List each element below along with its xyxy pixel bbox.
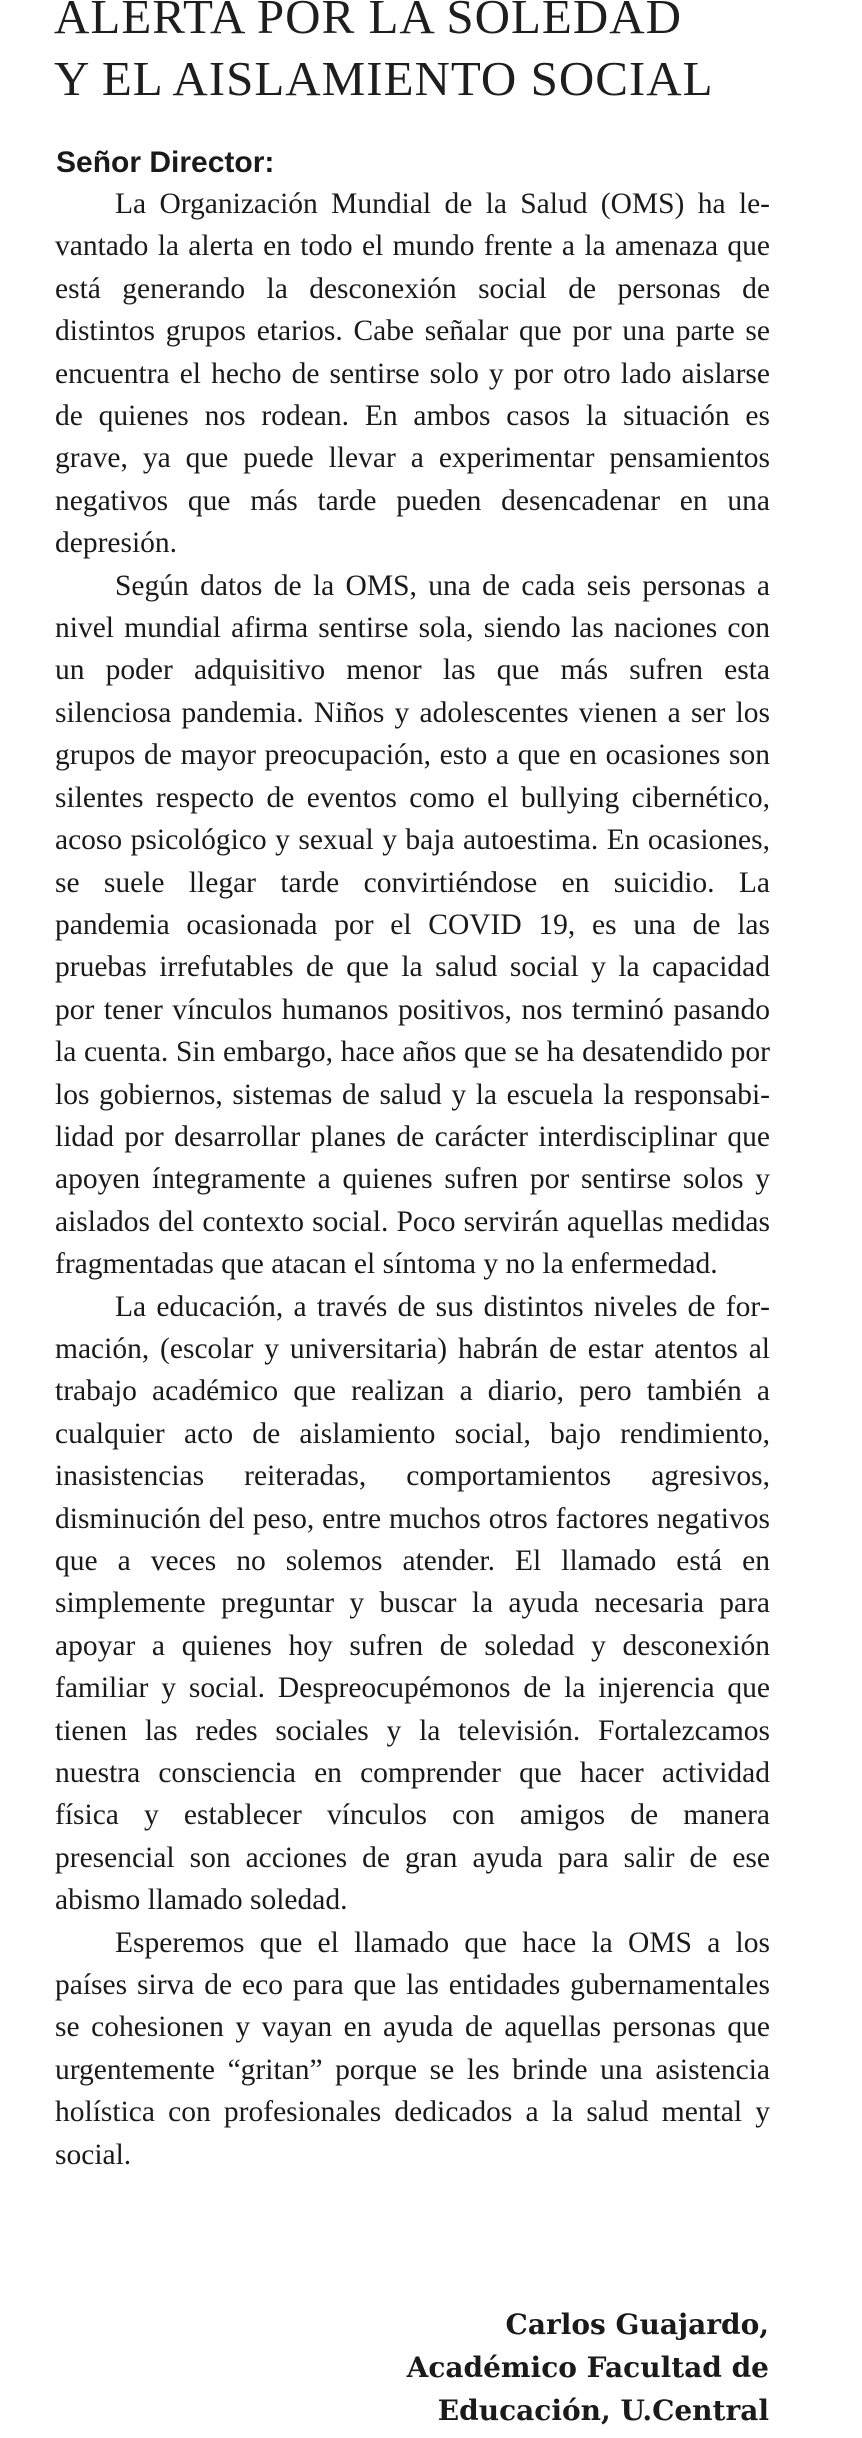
signature-block [407, 2303, 769, 2432]
signature-institution: Educación, U.Central [437, 2394, 769, 2427]
paragraph-3: La educación, a través de sus distintos niveles de formación, (escolar y universitaria) habrán de estar atentos al trabajo académico que realizan a diario, pero también a cualquier acto de aislamiento social, bajo rendimiento, inasistencias reiteradas, comportamientos agresivos, disminución del peso, entre muchos otros factores negativos que a veces no solemos atender. El llamado está en simplemente preguntar y buscar la ayuda necesaria para apoyar a quienes hoy sufren de soledad y desconexión familiar y social. Despreocupémonos de la injerencia que tienen las redes sociales y la televisión. Fortalezcamos nuestra consciencia en comprender que hacer actividad física y establecer vínculos con amigos de manera presencial son acciones de gran ayuda para salir de ese abismo llamado soledad. [55, 1290, 770, 1917]
signature-name: Carlos Guajardo, [505, 2308, 769, 2341]
headline [54, 0, 814, 110]
signature-title: Académico Facultad de [406, 2351, 769, 2384]
paragraph-4: Esperemos que el llamado que hace la OMS a los países sirva de eco para que las entidades gubernamentales se cohesionen y vayan en ayuda de aquellas personas que urgentemente “gritan” porque se les brinde una asistencia holística con profesionales dedicados a la salud mental y social. [55, 1926, 770, 2171]
paragraph-1: La Organización Mundial de la Salud (OMS) ha levantado la alerta en todo el mundo frente a la amenaza que está generando la desconexión social de personas de distintos grupos etarios. Cabe señalar que por una parte se encuentra el hecho de sentirse solo y por otro lado aislarse de quienes nos rodean. En ambos casos la situación es grave, ya que puede llevar a experimentar pensamientos negativos que más tarde pueden desencadenar en una depresión. [55, 188, 770, 560]
salutation: Señor Director: [56, 146, 275, 179]
letter-body [55, 183, 770, 2176]
headline-line-1: ALERTA POR LA SOLEDAD [54, 0, 683, 44]
headline-line-2: Y EL AISLAMIENTO SOCIAL [54, 51, 714, 106]
paragraph-2: Según datos de la OMS, una de cada seis personas a nivel mundial afirma sentirse sola, siendo las naciones con un poder adquisitivo menor las que más sufren esta silenciosa pandemia. Niños y adolescentes vienen a ser los grupos de mayor preocupación, esto a que en ocasiones son silentes respecto de eventos como el bullying cibernético, acoso psicológico y sexual y baja autoestima. En ocasiones, se suele llegar tarde convirtiéndose en suicidio. La pandemia ocasionada por el COVID 19, es una de las pruebas irrefutables de que la salud social y la capacidad por tener vínculos humanos positivos, nos terminó pasando la cuenta. Sin embargo, hace años que se ha desatendido por los gobiernos, sistemas de salud y la escuela la responsabilidad por desarrollar planes de carácter interdisciplinar que apoyen íntegramente a quienes sufren por sentirse solos y aislados del contexto social. Poco servirán aquellas medidas fragmentadas que atacan el síntoma y no la enfermedad. [55, 569, 770, 1281]
